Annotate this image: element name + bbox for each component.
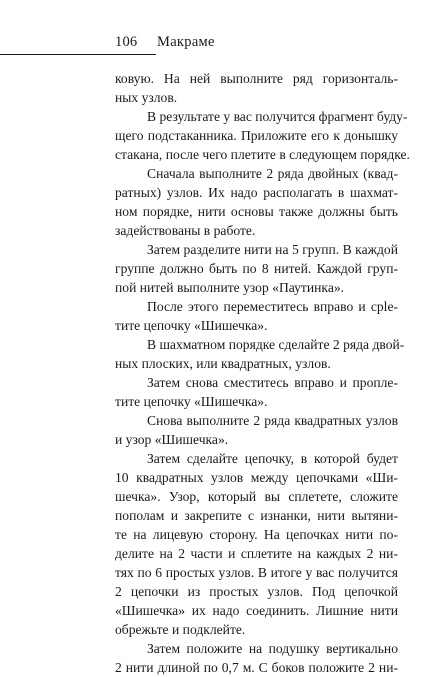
text-line: шечка». Узор, который вы сплетете, сложите [115,489,398,504]
text-line: Затем сделайте цепочку, в которой будет [147,451,398,466]
page-header [0,34,426,58]
text-line: пополам и закрепите с изнанки, нити вытяни- [115,508,398,523]
text-line: те на лицевую сторону. На цепочках нити по- [115,527,398,542]
text-line: После этого переместитесь вправо и сple- [147,299,398,314]
text-line: тите цепочку «Шишечка». [115,318,268,333]
body-text [115,69,410,677]
text-line: «Шишечка» их надо соединить. Лишние нити [115,603,398,618]
text-line: тях по 6 простых узлов. В итоге у вас получится [115,565,398,580]
text-line: 10 квадратных узлов между цепочками «Ши- [115,470,398,485]
text-line: 2 нити длиной по 0,7 м. С боков положите 2 ни- [115,660,398,675]
text-line: стакана, после чего плетите в следующем порядке. [115,147,410,162]
page-number: 106 [115,34,138,50]
text-line: ковую. На ней выполните ряд горизонталь- [115,71,398,86]
text-line: делите на 2 части и сплетите на каждых 2 ни- [115,546,398,561]
text-line: Снова выполните 2 ряда квадратных узлов [147,413,398,428]
text-line: обрежьте и подклейте. [115,622,246,637]
text-line: Сначала выполните 2 ряда двойных (квад- [147,166,398,181]
text-line: Затем разделите нити на 5 групп. В каждой [147,242,398,257]
text-line: ратных) узлов. Их надо располагать в шахмат- [115,185,398,200]
text-line: В результате у вас получится фрагмент буду- [147,109,408,124]
text-line: задействованы в работе. [115,223,256,238]
text-line: ных узлов. [115,90,178,105]
text-line: и узор «Шишечка». [115,432,229,447]
text-line: Затем положите на подушку вертикально [147,641,398,656]
text-line: 2 цепочки из простых узлов. Под цепочкой [115,584,398,599]
text-line: В шахматном порядке сделайте 2 ряда двой- [147,337,405,352]
text-line: ных плоских, или квадратных, узлов. [115,356,331,371]
text-line: группе должно быть по 8 нитей. Каждой груп- [115,261,398,276]
running-title: Макраме [157,34,215,50]
text-line: тите цепочку «Шишечка». [115,394,268,409]
text-line: пой нитей выполните узор «Паутинка». [115,280,345,295]
header-rule [0,54,156,55]
text-line: ном порядке, нити основы также должны быть [115,204,398,219]
text-line: Затем снова сместитесь вправо и пропле- [147,375,398,390]
text-line: щего подстаканника. Приложите его к донышку [115,128,398,143]
